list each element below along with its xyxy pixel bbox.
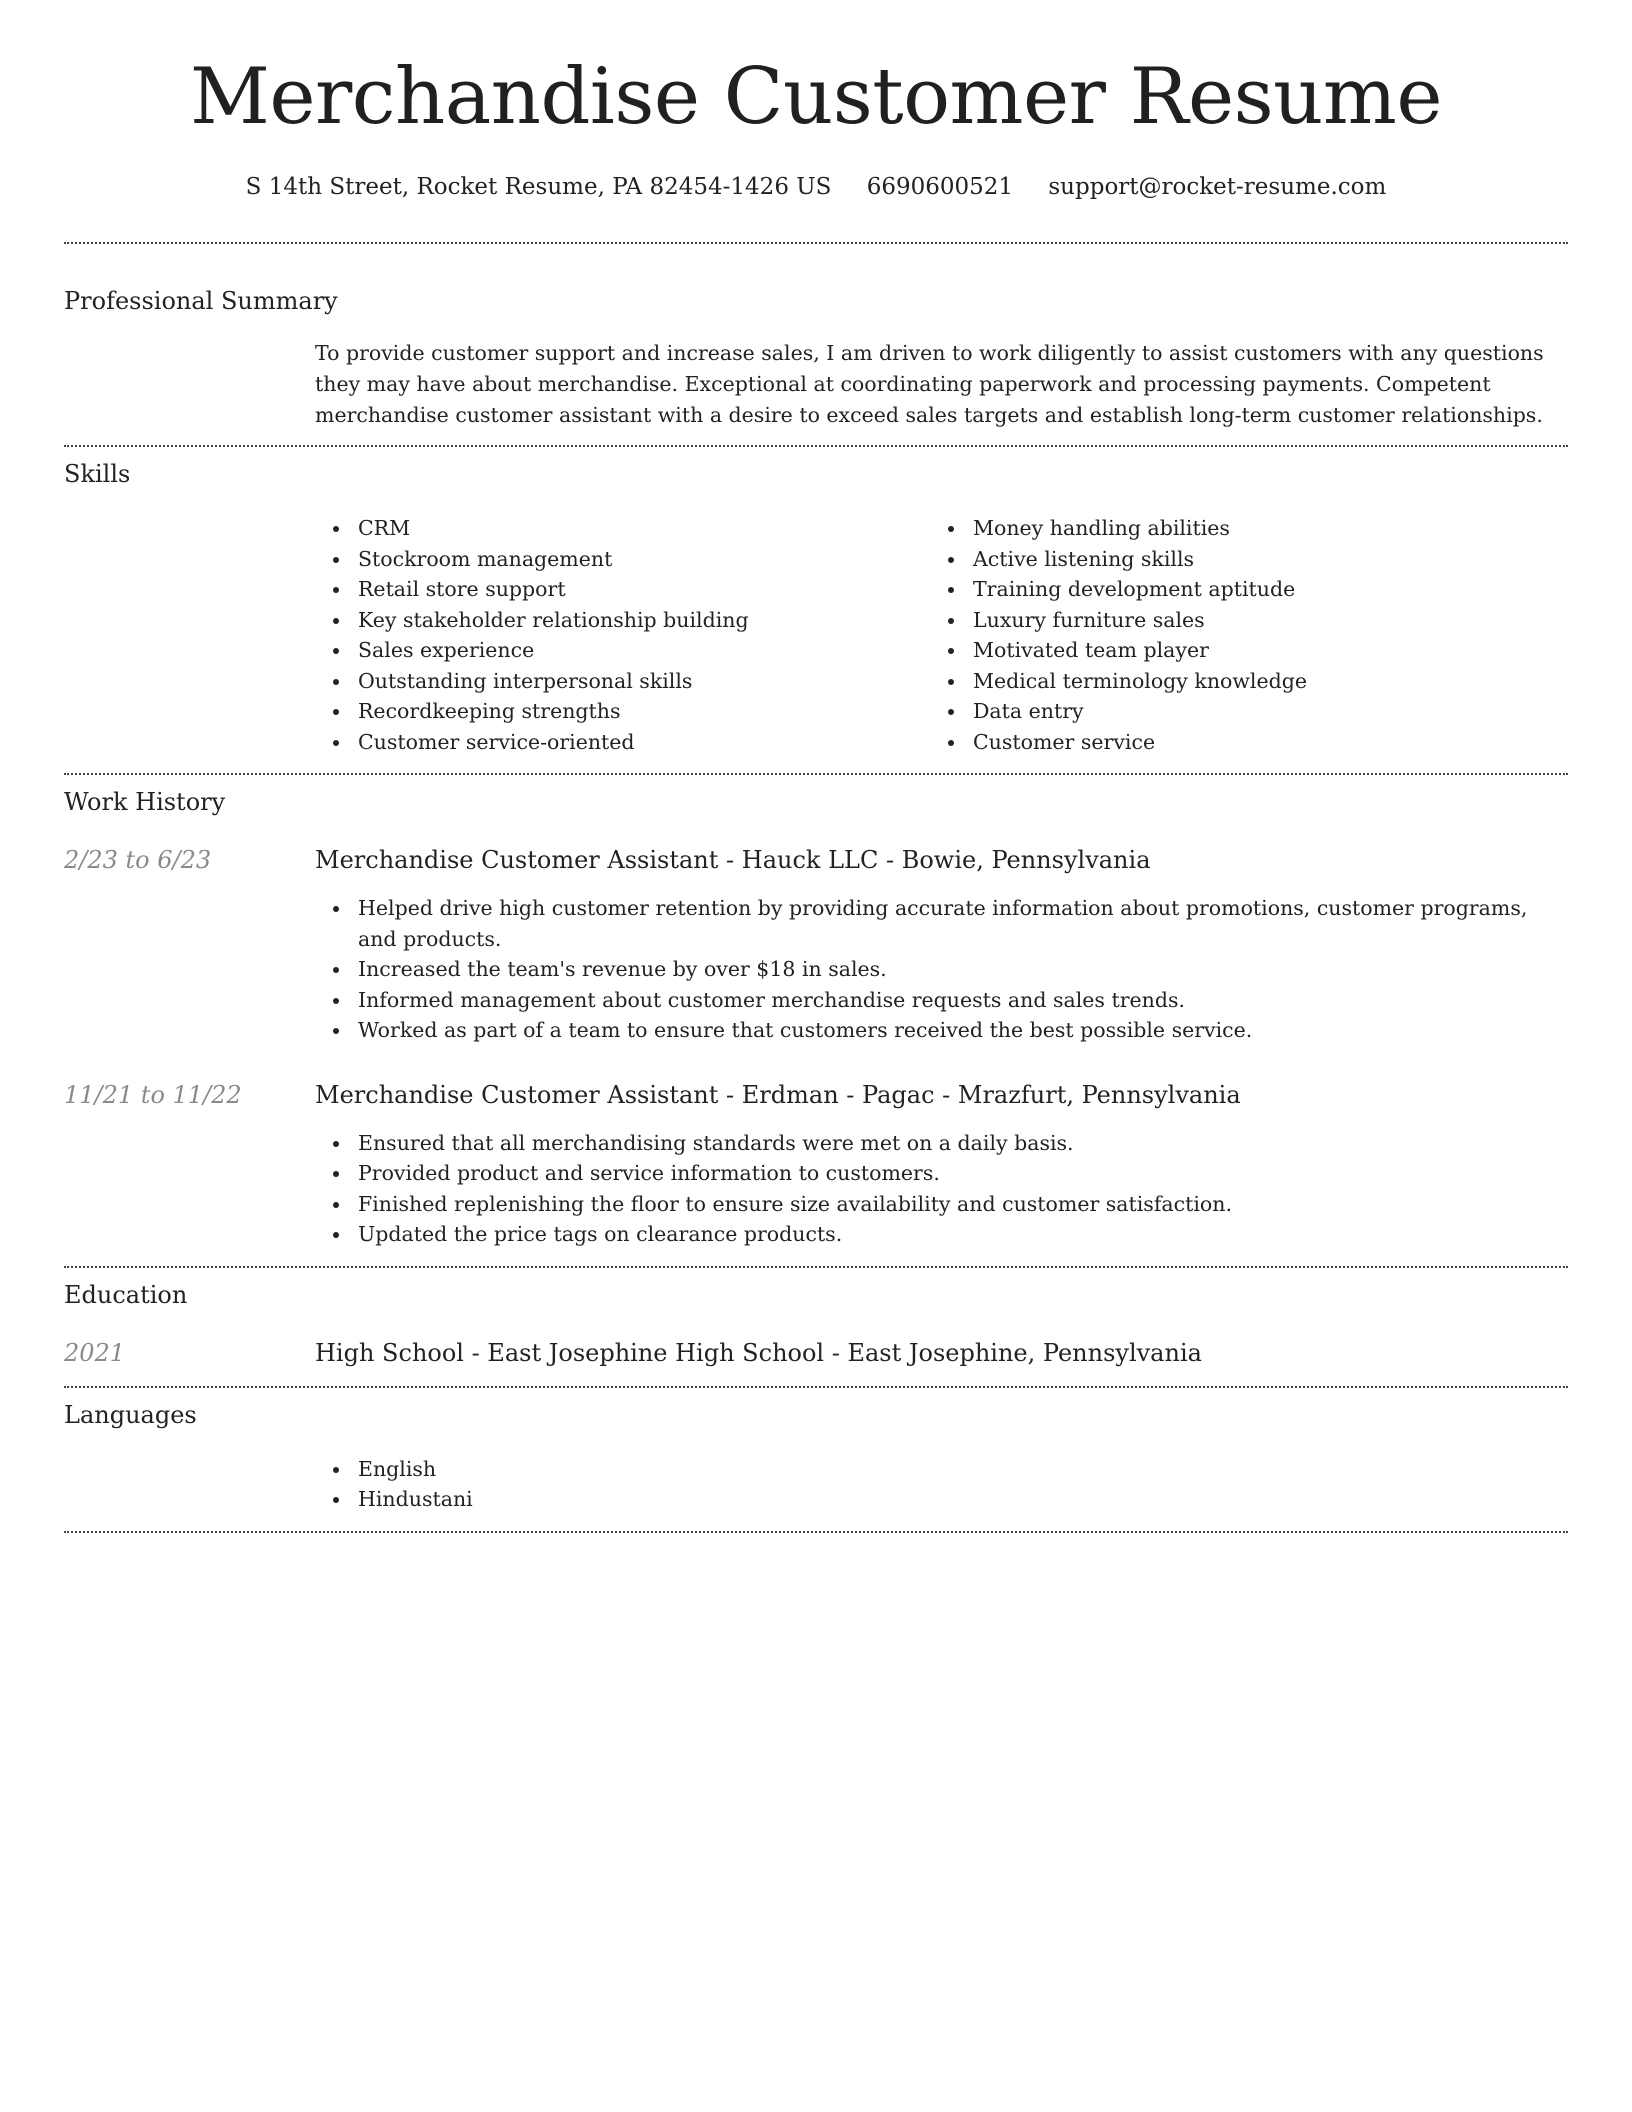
summary-section [64,286,1568,431]
contact-phone: 6690600521 [866,174,1014,200]
list-item: Customer service-oriented [315,727,930,758]
list-item: Medical terminology knowledge [930,666,1545,697]
list-item: Outstanding interpersonal skills [315,666,930,697]
list-item: Money handling abilities [930,513,1545,544]
list-item: Key stakeholder relationship building [315,605,930,636]
section-heading-skills: Skills [64,460,131,488]
list-item: Sales experience [315,635,930,666]
languages-section [64,1400,1568,1515]
job-entry [64,845,1568,1046]
education-year: 2021 [64,1338,126,1367]
education-title: High School - East Josephine High School - East Josephine, Pennsylvania [315,1338,1202,1367]
list-item: Customer service [930,727,1545,758]
list-item: Increased the team's revenue by over $18 in sales. [315,954,1568,985]
divider [64,445,1568,447]
work-section [64,787,1568,1250]
job-dates: 2/23 to 6/23 [64,846,212,874]
job-title: Merchandise Customer Assistant - Erdman - Pagac - Mrazfurt, Pennsylvania [315,1080,1241,1109]
list-item: Provided product and service information to customers. [315,1158,1568,1189]
divider [64,773,1568,775]
skills-section [64,459,1568,757]
list-item: Ensured that all merchandising standards were met on a daily basis. [315,1128,1568,1159]
divider [64,1531,1568,1533]
list-item: CRM [315,513,930,544]
list-item: Informed management about customer merchandise requests and sales trends. [315,985,1568,1016]
list-item: Updated the price tags on clearance products. [315,1219,1568,1250]
list-item: Training development aptitude [930,574,1545,605]
list-item: Finished replenishing the floor to ensure size availability and customer satisfaction. [315,1189,1568,1220]
contact-line [64,172,1568,202]
contact-email: support@rocket-resume.com [1048,174,1387,200]
job-bullets [315,893,1568,1046]
job-dates: 11/21 to 11/22 [64,1080,242,1109]
job-title: Merchandise Customer Assistant - Hauck LLC - Bowie, Pennsylvania [315,846,1151,874]
education-section [64,1280,1568,1368]
skills-list-left [315,513,930,757]
divider [64,1266,1568,1268]
job-entry [64,1080,1568,1250]
list-item: Recordkeeping strengths [315,696,930,727]
resume-title: Merchandise Customer Resume [189,52,1443,142]
skills-list-right [930,513,1545,757]
job-bullets [315,1128,1568,1250]
languages-list [315,1454,1568,1515]
section-heading-education: Education [64,1280,188,1309]
summary-text: To provide customer support and increase sales, I am driven to work diligently to assist customers with any questions they may have about merchandise. Exceptional at coordinating paperwork and processing payments. Competent merchandise customer assistant with a desire to exceed sales targets and establish long-term customer relationships. [315,341,1544,427]
section-heading-work: Work History [64,788,226,816]
list-item: Worked as part of a team to ensure that customers received the best possible service. [315,1015,1568,1046]
contact-address: S 14th Street, Rocket Resume, PA 82454-1426 US [245,174,832,200]
list-item: Motivated team player [930,635,1545,666]
section-heading-languages: Languages [64,1400,197,1429]
resume-page [64,0,1568,1533]
list-item: Data entry [930,696,1545,727]
divider [64,242,1568,244]
list-item: Luxury furniture sales [930,605,1545,636]
list-item: Retail store support [315,574,930,605]
education-entry [64,1338,1568,1368]
list-item: Active listening skills [930,544,1545,575]
list-item: Stockroom management [315,544,930,575]
divider [64,1386,1568,1388]
list-item: English [315,1454,1568,1485]
list-item: Helped drive high customer retention by providing accurate information about promotions, customer programs, and products. [315,893,1568,954]
list-item: Hindustani [315,1484,1568,1515]
section-heading-summary: Professional Summary [64,287,338,315]
